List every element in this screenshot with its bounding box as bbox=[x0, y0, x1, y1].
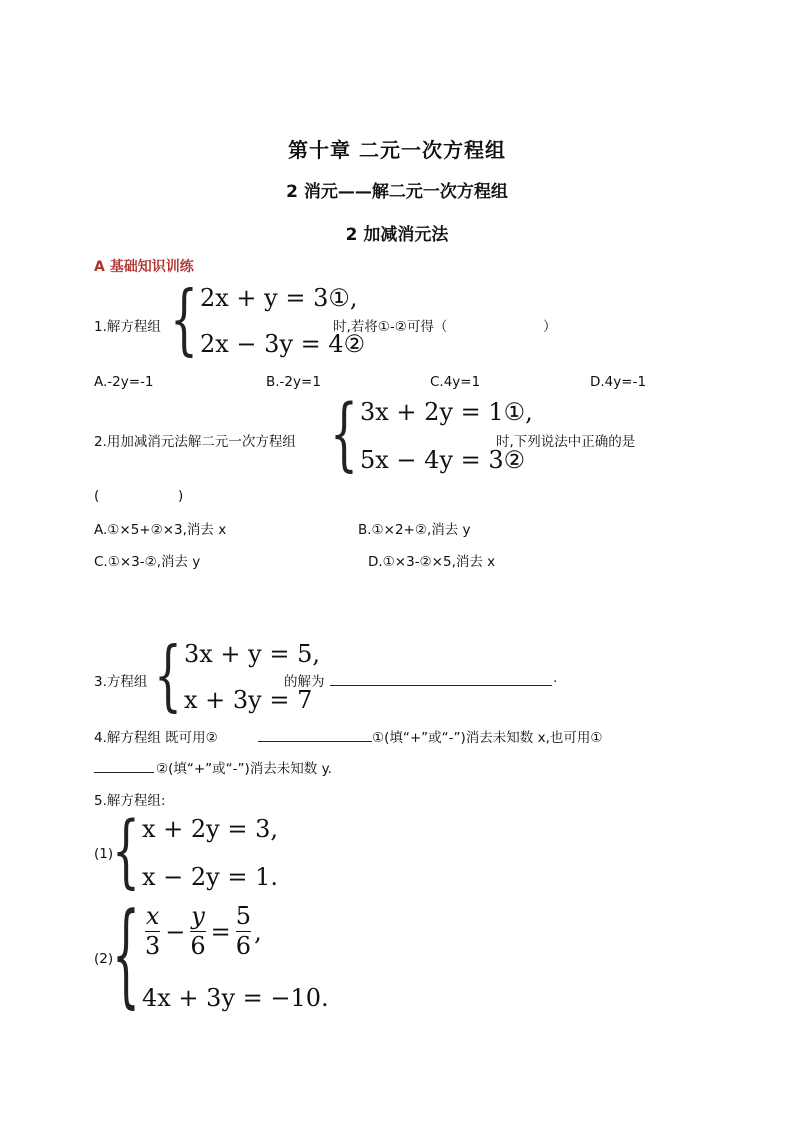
q2-eq1: 3x + 2y = 1①, bbox=[360, 398, 533, 426]
q2-paren-close: ) bbox=[178, 488, 184, 504]
q3-eq1: 3x + y = 5, bbox=[184, 640, 320, 668]
q2-option-d: D.①×3-②×5,消去 x bbox=[368, 554, 496, 570]
q5-part1-label: (1) bbox=[94, 846, 114, 862]
q5-prefix: 5.解方程组: bbox=[94, 793, 166, 809]
q2-option-c: C.①×3-②,消去 y bbox=[94, 554, 201, 570]
q3-eq2: x + 3y = 7 bbox=[184, 686, 313, 714]
q2-brace: { bbox=[330, 389, 358, 481]
q1-suffix: 时,若将①-②可得（ bbox=[333, 319, 448, 335]
section-title: 2 消元——解二元一次方程组 bbox=[286, 182, 508, 202]
q1-option-a: A.-2y=-1 bbox=[94, 374, 154, 390]
q1-prefix: 1.解方程组 bbox=[94, 319, 161, 335]
q5-part2-frac-56: $\frac{5}{6}$ bbox=[235, 902, 252, 961]
q5-part1-eq2: x − 2y = 1. bbox=[142, 863, 278, 891]
q5-part2-eq1: $\frac{x}{3}$ − $\frac{y}{6}$ = $\frac{5}{6}$ , bbox=[145, 902, 262, 961]
q4-line1-end: ①(填“+”或“-”)消去未知数 x,也可用① bbox=[372, 730, 603, 746]
q5-part2-system bbox=[112, 890, 329, 1021]
q2-eq2: 5x − 4y = 3② bbox=[360, 446, 526, 474]
q3-suffix: 的解为 bbox=[284, 674, 325, 690]
q2-prefix: 2.用加减消元法解二元一次方程组 bbox=[94, 434, 296, 450]
q4-blank-1 bbox=[258, 728, 372, 742]
q3-end: . bbox=[553, 670, 558, 686]
q3-answer-blank bbox=[330, 672, 552, 686]
q2-suffix: 时,下列说法中正确的是 bbox=[496, 434, 636, 450]
q1-brace: { bbox=[170, 275, 198, 365]
q1-paren-close: ） bbox=[543, 319, 557, 335]
q3-brace: { bbox=[154, 631, 182, 721]
q5-part2-frac-x3: $\frac{x}{3}$ bbox=[145, 902, 161, 961]
q5-part2-label: (2) bbox=[94, 951, 114, 967]
section-a-heading: A 基础知识训练 bbox=[94, 259, 194, 275]
q1-eq1: 2x + y = 3①, bbox=[200, 284, 358, 312]
q2-paren-open: ( bbox=[94, 488, 100, 504]
q5-part2-frac-y6: $\frac{y}{6}$ bbox=[190, 902, 206, 961]
q5-part1-brace: { bbox=[112, 806, 140, 898]
q1-eq2: 2x − 3y = 4② bbox=[200, 330, 366, 358]
q2-option-b: B.①×2+②,消去 y bbox=[358, 522, 471, 538]
q1-option-c: C.4y=1 bbox=[430, 374, 481, 390]
q3-prefix: 3.方程组 bbox=[94, 674, 148, 690]
chapter-title: 第十章 二元一次方程组 bbox=[288, 138, 506, 162]
q4-line2: ②(填“+”或“-”)消去未知数 y. bbox=[156, 761, 332, 777]
q5-part2-eq2: 4x + 3y = −10. bbox=[142, 984, 329, 1012]
q5-part1-eq1: x + 2y = 3, bbox=[142, 815, 278, 843]
q5-part1-system bbox=[112, 806, 278, 898]
q4-line1-start: 4.解方程组 既可用② bbox=[94, 730, 218, 746]
q1-option-d: D.4y=-1 bbox=[590, 374, 647, 390]
q1-option-b: B.-2y=1 bbox=[266, 374, 321, 390]
q4-blank-2 bbox=[94, 759, 154, 773]
subsection-title: 2 加减消元法 bbox=[345, 225, 449, 245]
q2-option-a: A.①×5+②×3,消去 x bbox=[94, 522, 227, 538]
q5-part2-brace: { bbox=[112, 890, 140, 1021]
